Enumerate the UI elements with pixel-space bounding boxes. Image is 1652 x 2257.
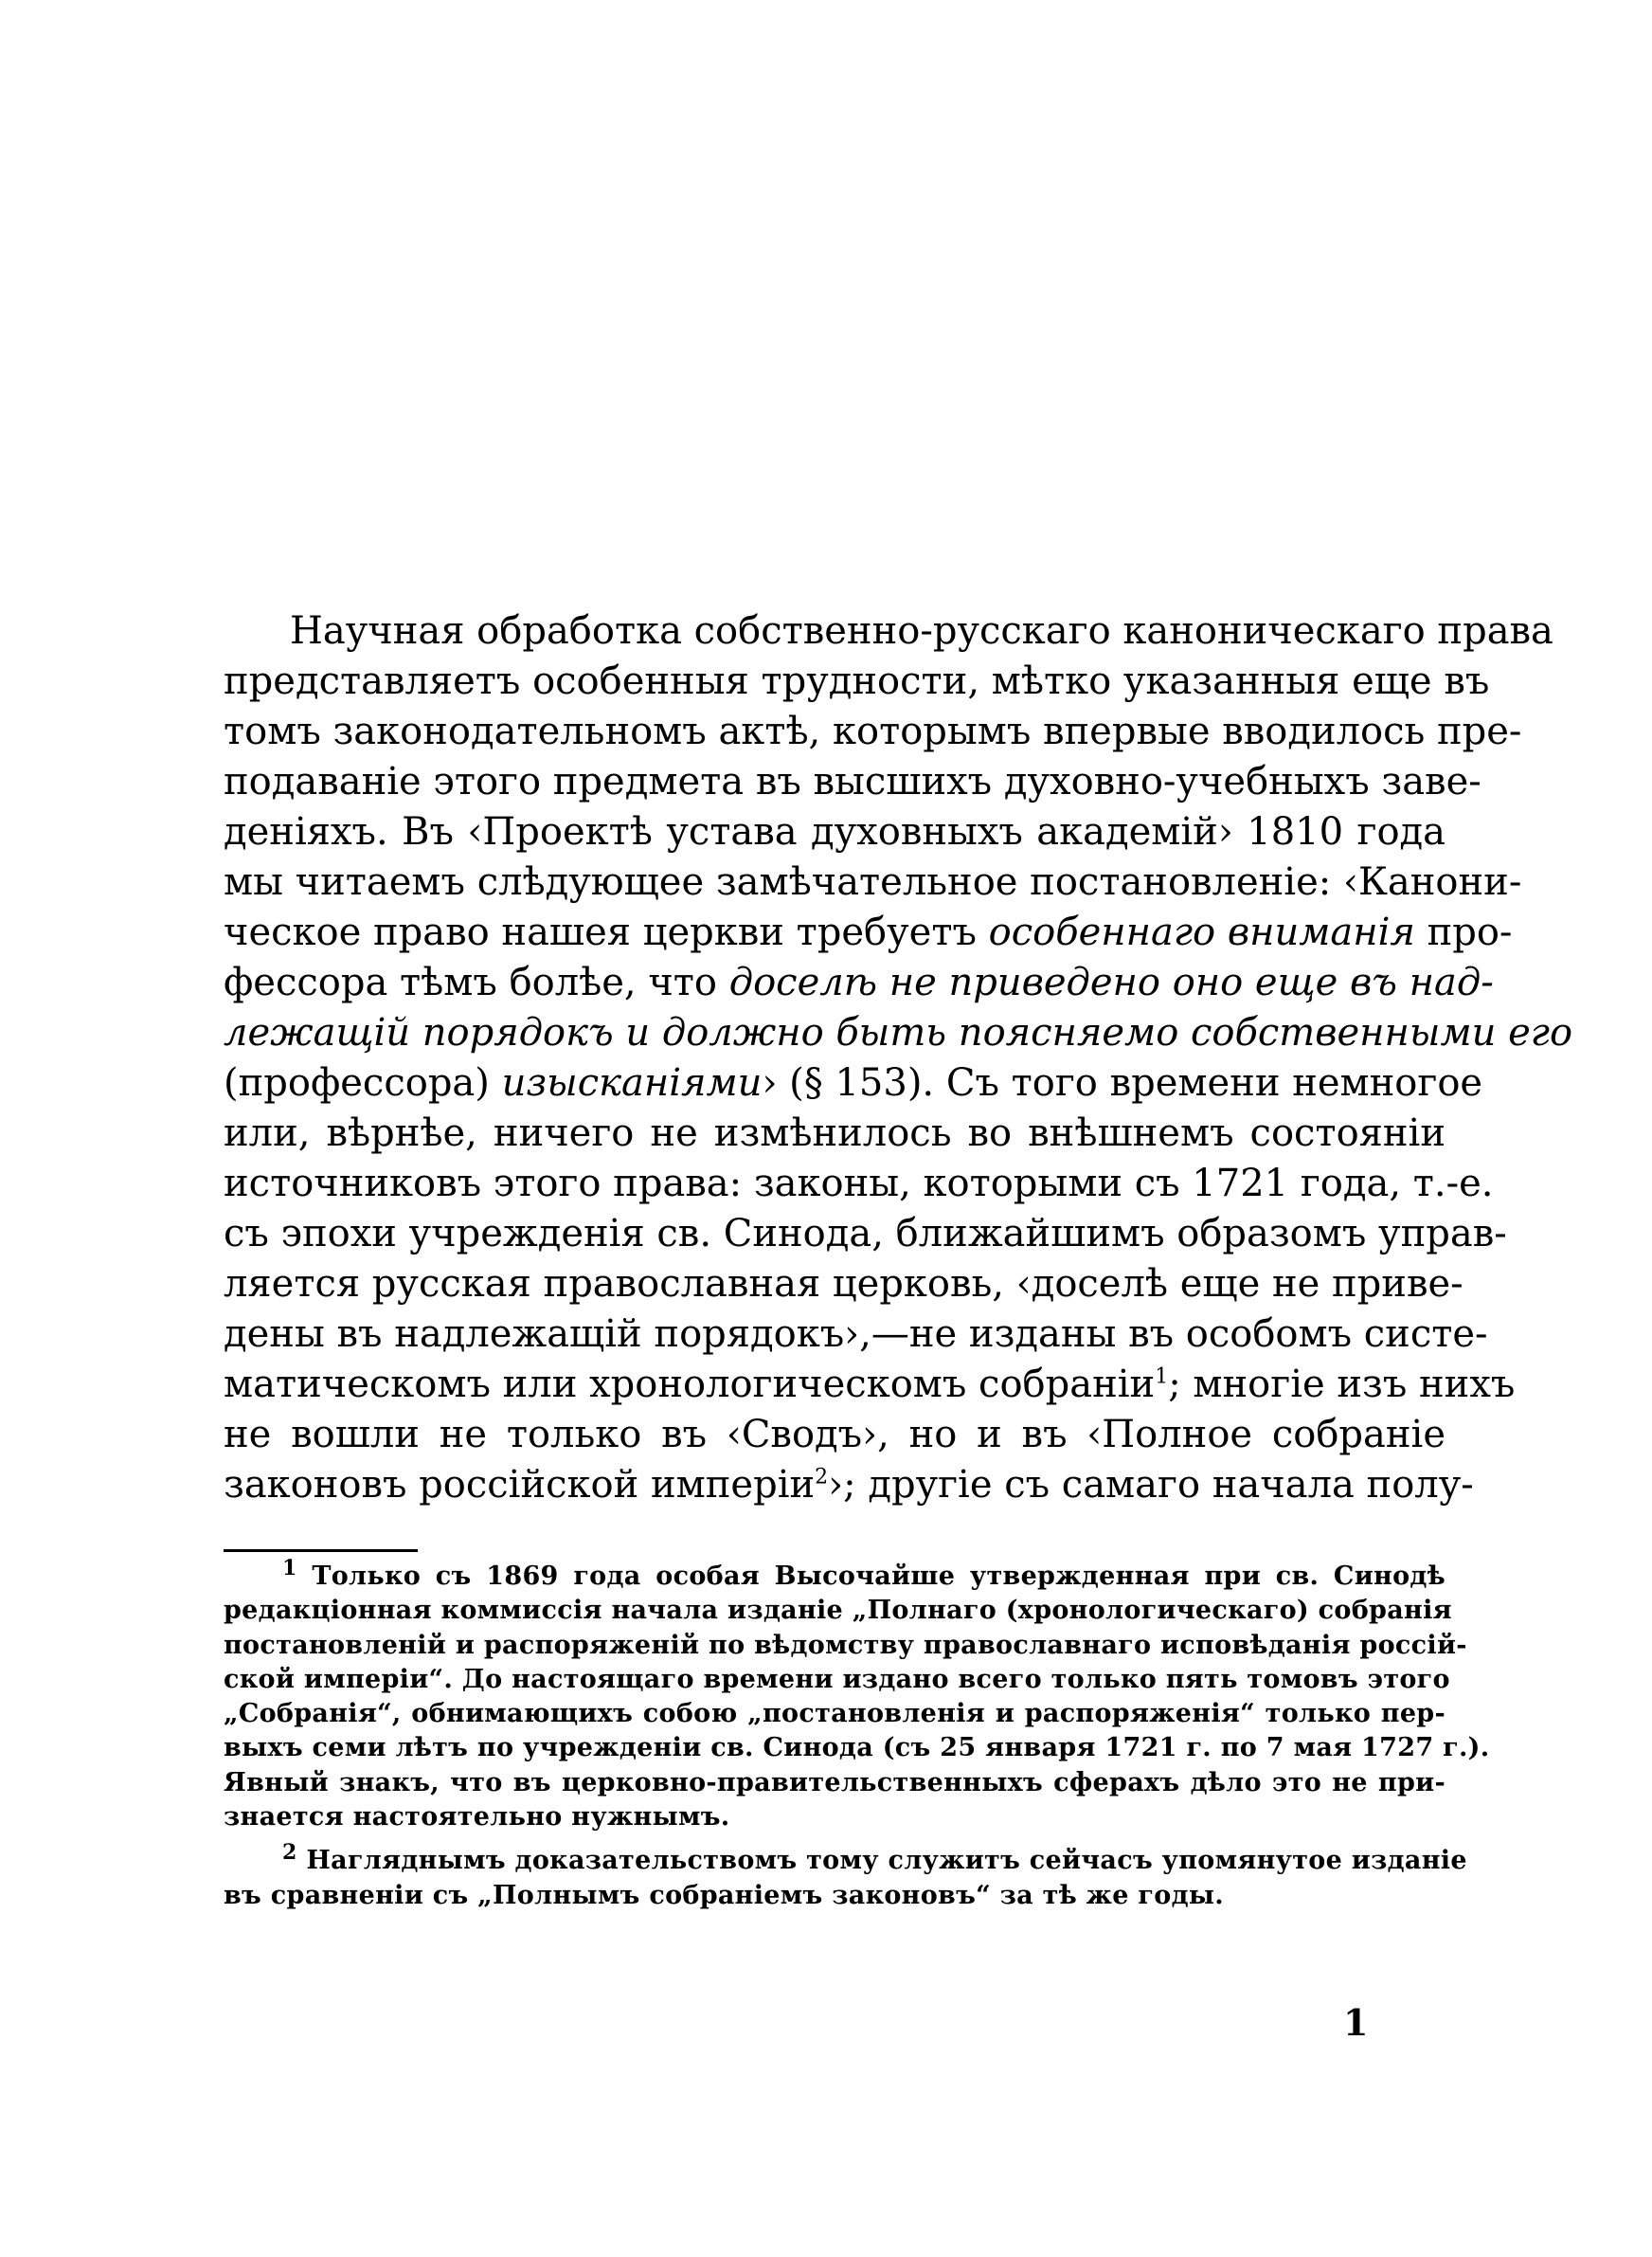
body-text: мы читаемъ слѣдующее замѣчательное постановленіе: ‹Канони- xyxy=(224,860,1522,904)
footnote-1-marker: 1 xyxy=(282,1556,297,1580)
footnote-separator xyxy=(224,1549,418,1552)
footnote-1-line: ской имперіи“. До настоящаго времени издано всего только пять томовъ этого xyxy=(224,1664,1450,1694)
page-number: 1 xyxy=(1343,2001,1369,2044)
body-text: съ эпохи учрежденія св. Синода, ближайшимъ образомъ управ- xyxy=(224,1212,1507,1255)
body-text: матическомъ или хронологическомъ собраніи xyxy=(224,1363,1156,1406)
body-text-line xyxy=(224,1309,1488,1360)
body-text: подаваніе этого предмета въ высшихъ духовно-учебныхъ заве- xyxy=(224,760,1481,803)
body-text: томъ законодательномъ актѣ, которымъ впервые вводилось пре- xyxy=(224,710,1522,753)
footnote-2-marker: 2 xyxy=(282,1840,297,1866)
body-text-line xyxy=(224,1360,1516,1410)
body-text: источниковъ этого права: законы, которыми съ 1721 года, т.-е. xyxy=(224,1162,1494,1205)
body-text-line xyxy=(224,858,1522,908)
italic-text: изысканіями xyxy=(501,1061,763,1105)
body-text-line xyxy=(224,1460,1474,1510)
body-text: ляется русская православная церковь, ‹доселѣ еще не приве- xyxy=(224,1262,1463,1306)
body-text: про- xyxy=(1414,911,1513,954)
body-text: фессора тѣмъ болѣе, что xyxy=(224,961,729,1004)
footnote-2-line xyxy=(224,1840,1467,1878)
body-text: не вошли не только въ ‹Сводъ›, но и въ ‹Полное собраніе xyxy=(224,1413,1446,1456)
footnote-1-line: редакціонная коммиссія начала изданіе „Полнаго (хронологическаго) собранія xyxy=(224,1596,1452,1626)
body-text: ; многіе изъ нихъ xyxy=(1168,1363,1516,1406)
body-text-line xyxy=(224,606,1553,657)
body-text-line xyxy=(224,1159,1494,1209)
main-text-block xyxy=(224,606,1573,1510)
body-text-line xyxy=(224,1209,1507,1259)
body-text-line xyxy=(224,1410,1446,1460)
footnote-reference[interactable]: 2 xyxy=(815,1465,829,1490)
body-text-line xyxy=(224,807,1446,858)
body-text: или, вѣрнѣе, ничего не измѣнилось во внѣшнемъ состояніи xyxy=(224,1111,1446,1155)
italic-text: особеннаго вниманія xyxy=(988,911,1415,954)
footnote-reference[interactable]: 1 xyxy=(1155,1364,1169,1389)
footnote-2-line: въ сравненіи съ „Полнымъ собраніемъ законовъ“ за тѣ же годы. xyxy=(224,1880,1224,1910)
body-text-line xyxy=(224,958,1494,1008)
body-text-line xyxy=(224,1109,1446,1159)
footnote-1-text: Только съ 1869 года особая Высочайше утвержденная при св. Синодѣ xyxy=(312,1562,1446,1591)
body-text: ческое право нашея церкви требуетъ xyxy=(224,911,989,954)
body-text: (профессора) xyxy=(224,1061,502,1105)
body-text-line xyxy=(224,1259,1463,1309)
footnote-1-line: Явный знакъ, что въ церковно-правительственныхъ сферахъ дѣло это не при- xyxy=(224,1767,1446,1797)
footnote-1-line xyxy=(224,1556,1446,1594)
body-text: деніяхъ. Въ ‹Проектѣ устава духовныхъ академій› 1810 года xyxy=(224,810,1446,854)
body-text: ›; другіе съ самаго начала полу- xyxy=(828,1463,1474,1507)
body-text: представляетъ особенныя трудности, мѣтко указанныя еще въ xyxy=(224,659,1490,703)
body-text-line xyxy=(224,757,1481,807)
body-text-line xyxy=(224,1058,1483,1109)
footnote-1-line: выхъ семи лѣтъ по учрежденіи св. Синода (съ 25 января 1721 г. по 7 мая 1727 г.). xyxy=(224,1733,1490,1763)
body-text-line xyxy=(224,657,1490,707)
body-text-line xyxy=(224,908,1513,958)
body-text: › (§ 153). Съ того времени немногое xyxy=(762,1061,1483,1105)
italic-text: доселѣ не приведено оно еще въ над- xyxy=(728,961,1494,1004)
italic-text: лежащій порядокъ и должно быть поясняемо собственными его xyxy=(224,1011,1573,1055)
footnote-2-text: Нагляднымъ доказательствомъ тому служитъ сейчасъ упомянутое изданіе xyxy=(306,1846,1467,1876)
body-text-line xyxy=(224,1008,1573,1058)
body-text: законовъ россійской имперіи xyxy=(224,1463,816,1507)
body-text: Научная обработка собственно-русскаго каноническаго права xyxy=(290,609,1553,653)
footnote-1-line: „Собранія“, обнимающихъ собою „постановленія и распоряженія“ только пер- xyxy=(224,1699,1446,1729)
body-text-line xyxy=(224,707,1522,757)
footnote-1-line: постановленій и распоряженій по вѣдомству православнаго исповѣданія россій- xyxy=(224,1630,1467,1660)
footnotes-block xyxy=(224,1556,1490,1913)
footnote-1-line: знается настоятельно нужнымъ. xyxy=(224,1802,730,1833)
body-text: дены въ надлежащій порядокъ›,—не изданы въ особомъ систе- xyxy=(224,1312,1488,1356)
